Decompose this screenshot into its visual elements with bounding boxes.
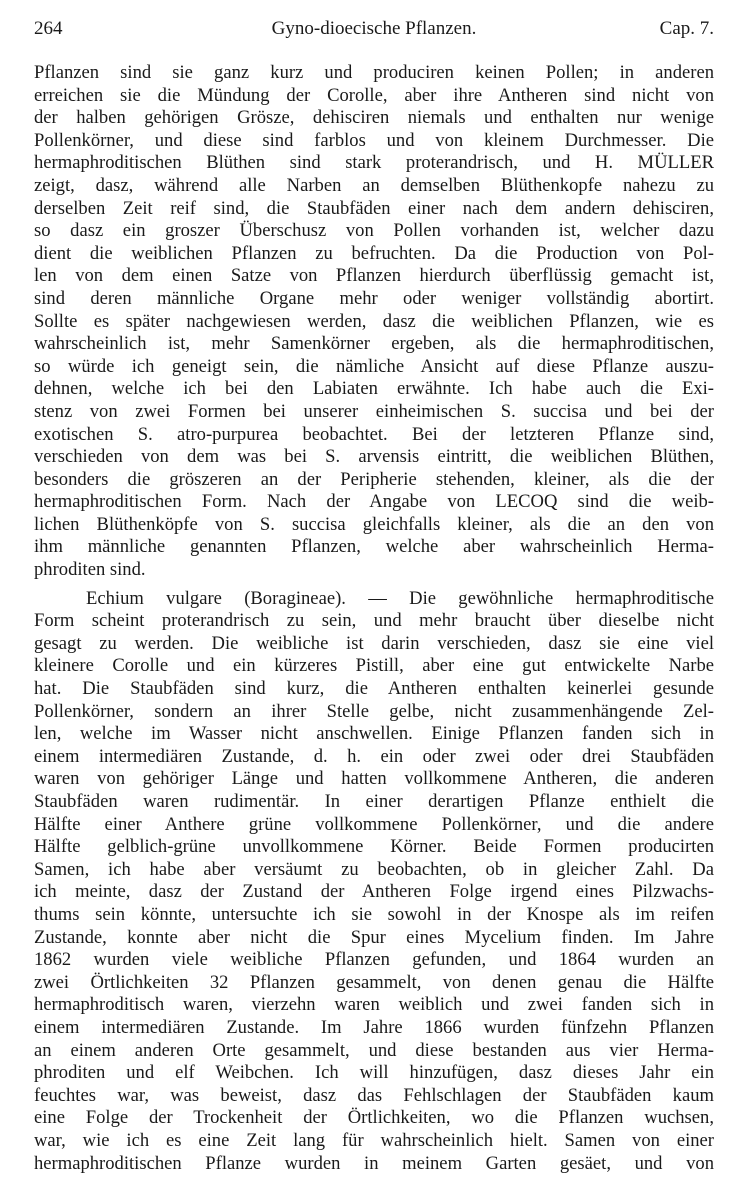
text-line: war, wie ich es eine Zeit lang für wahrscheinlich hielt. Samen von einer (34, 1129, 714, 1151)
text-line: erreichen sie die Mündung der Corolle, aber ihre Antheren sind nicht von (34, 84, 714, 106)
body-text (34, 62, 714, 1175)
text-line: Zustande, konnte aber nicht die Spur eines Mycelium finden. Im Jahre (34, 926, 714, 948)
text-line: waren von gehöriger Länge und hatten vollkommene Antheren, die anderen (34, 768, 714, 790)
page-number: 264 (34, 18, 63, 39)
text-line: Hälfte gelblich-grüne unvollkommene Körner. Beide Formen producirten (34, 836, 714, 858)
text-line: hat. Die Staubfäden sind kurz, die Antheren enthalten keinerlei gesunde (34, 678, 714, 700)
text-line: einem intermediären Zustande, d. h. ein oder zwei oder drei Staubfäden (34, 745, 714, 767)
text-line: Samen, ich habe aber versäumt zu beobachten, ob in gleicher Zahl. Da (34, 858, 714, 880)
text-line: so würde ich geneigt sein, die nämliche Ansicht auf diese Pflanze auszu- (34, 355, 714, 377)
paragraph (34, 62, 714, 582)
paragraph (34, 588, 714, 1175)
text-line: Sollte es später nachgewiesen werden, dasz die weiblichen Pflanzen, wie es (34, 310, 714, 332)
text-line: len, welche im Wasser nicht anschwellen. Einige Pflanzen fanden sich in (34, 723, 714, 745)
text-line: eine Folge der Trockenheit der Örtlichkeiten, wo die Pflanzen wuchsen, (34, 1107, 714, 1129)
text-line: lichen Blüthenköpfe von S. succisa gleichfalls kleiner, als die an den von (34, 513, 714, 535)
text-line: an einem anderen Orte gesammelt, und diese bestanden aus vier Herma- (34, 1039, 714, 1061)
text-line: zeigt, dasz, während alle Narben an demselben Blüthenkopfe nahezu zu (34, 174, 714, 196)
text-line: kleinere Corolle und ein kürzeres Pistill, aber eine gut entwickelte Narbe (34, 655, 714, 677)
text-line: hermaphroditischen Pflanze wurden in meinem Garten gesäet, und von (34, 1152, 714, 1174)
text-line: 1862 wurden viele weibliche Pflanzen gefunden, und 1864 wurden an (34, 949, 714, 971)
text-line: der halben gehörigen Grösze, dehisciren niemals und enthalten nur wenige (34, 107, 714, 129)
text-line: stenz von zwei Formen bei unserer einheimischen S. succisa und bei der (34, 400, 714, 422)
text-line: thums sein könnte, untersuchte ich sie sowohl in der Knospe als im reifen (34, 903, 714, 925)
text-line: Pflanzen sind sie ganz kurz und produciren keinen Pollen; in anderen (34, 62, 714, 83)
chapter-label: Cap. 7. (659, 18, 714, 39)
text-line: exotischen S. atro-purpurea beobachtet. Bei der letzteren Pflanze sind, (34, 423, 714, 445)
text-line: ihm männliche genannten Pflanzen, welche aber wahrscheinlich Herma- (34, 536, 714, 558)
text-line: gesagt zu werden. Die weibliche ist darin verschieden, dasz sie eine viel (34, 632, 714, 654)
text-line: feuchtes war, was beweist, dasz das Fehlschlagen der Staubfäden kaum (34, 1084, 714, 1106)
text-line: dient die weiblichen Pflanzen zu befruchten. Da die Production von Pol- (34, 242, 714, 264)
text-line: hermaphroditischen Blüthen sind stark proterandrisch, und H. MÜLLER (34, 152, 714, 174)
document-page (34, 14, 714, 1175)
text-line: so dasz ein groszer Überschusz von Pollen vorhanden ist, welcher dazu (34, 220, 714, 242)
text-line: zwei Örtlichkeiten 32 Pflanzen gesammelt, von denen genau die Hälfte (34, 971, 714, 993)
text-line: Pollenkörner, und diese sind farblos und von kleinem Durchmesser. Die (34, 129, 714, 151)
text-line: Form scheint proterandrisch zu sein, und mehr braucht über dieselbe nicht (34, 610, 714, 632)
text-line: phroditen sind. (34, 559, 146, 581)
text-line: phroditen und elf Weibchen. Ich will hinzufügen, dasz dieses Jahr ein (34, 1062, 714, 1084)
text-line: derselben Zeit reif sind, die Staubfäden einer nach dem andern dehisciren, (34, 197, 714, 219)
text-line: wahrscheinlich ist, mehr Samenkörner ergeben, als die hermaphroditischen, (34, 333, 714, 355)
text-line: verschieden von dem was bei S. arvensis eintritt, die weiblichen Blüthen, (34, 446, 714, 468)
running-title: Gyno-dioecische Pflanzen. (271, 18, 477, 39)
page-header (34, 14, 714, 44)
text-line: ich meinte, dasz der Zustand der Antheren Folge irgend eines Pilzwachs- (34, 881, 714, 903)
text-line: sind deren männliche Organe mehr oder weniger vollständig abortirt. (34, 287, 714, 309)
text-line: Echium vulgare (Boragineae). — Die gewöhnliche hermaphroditische (86, 587, 714, 609)
text-line: besonders die gröszeren an der Peripherie stehenden, kleiner, als die der (34, 468, 714, 490)
text-line: einem intermediären Zustande. Im Jahre 1866 wurden fünfzehn Pflanzen (34, 1016, 714, 1038)
text-line: hermaphroditischen Form. Nach der Angabe von LECOQ sind die weib- (34, 491, 714, 513)
text-line: Staubfäden waren rudimentär. In einer derartigen Pflanze enthielt die (34, 791, 714, 812)
text-line: len von dem einen Satze von Pflanzen hierdurch überflüssig gemacht ist, (34, 265, 714, 287)
text-line: Hälfte einer Anthere grüne vollkommene Pollenkörner, und die andere (34, 813, 714, 835)
text-line: Pollenkörner, sondern an ihrer Stelle gelbe, nicht zusammenhängende Zel- (34, 700, 714, 722)
text-line: dehnen, welche ich bei den Labiaten erwähnte. Ich habe auch die Exi- (34, 378, 714, 400)
text-line: hermaphroditisch waren, vierzehn waren weiblich und zwei fanden sich in (34, 994, 714, 1016)
